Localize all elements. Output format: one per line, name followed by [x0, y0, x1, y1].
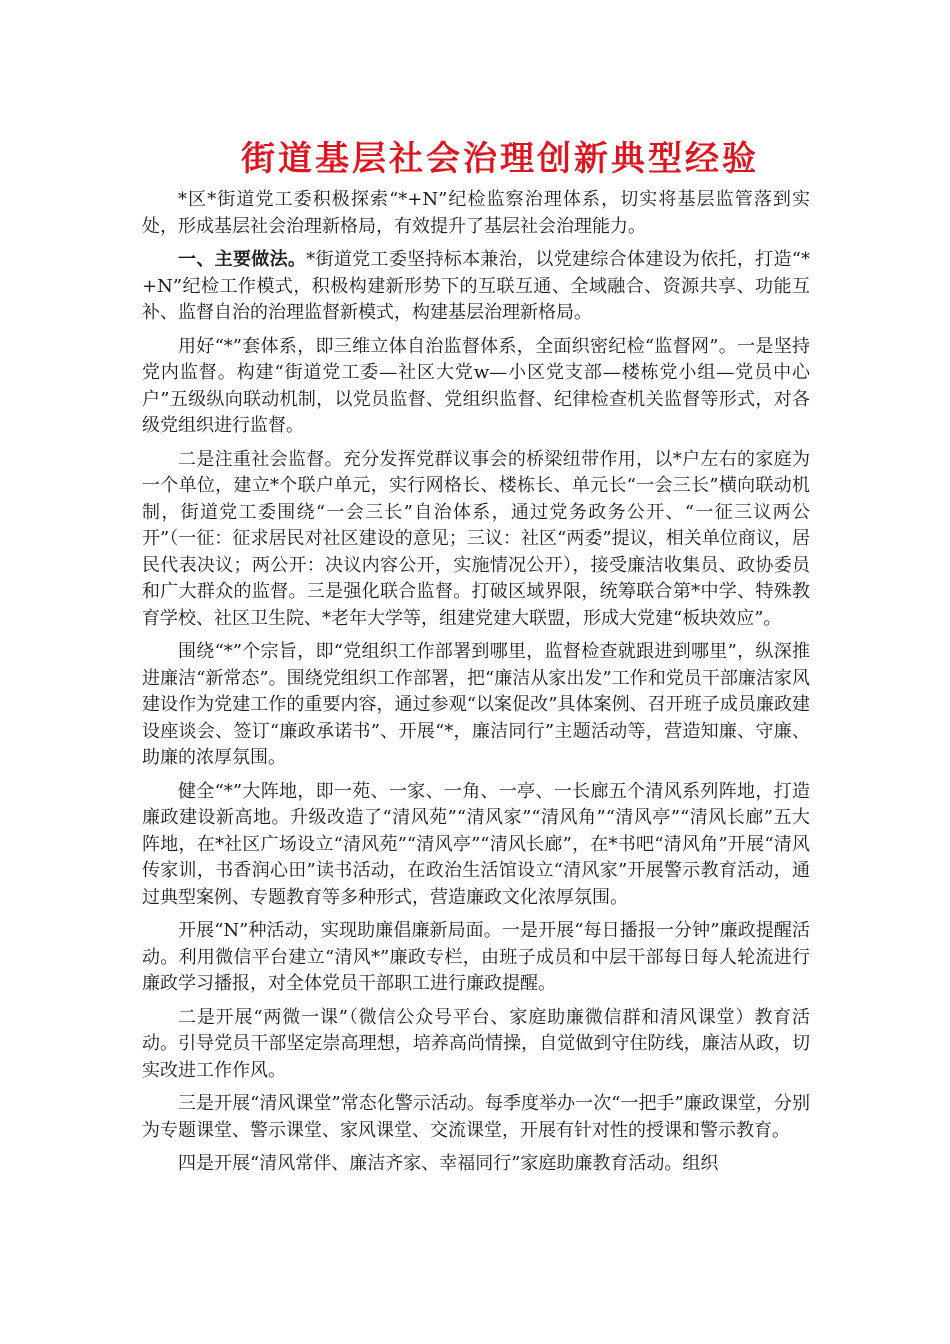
paragraph-10: 四是开展“清风常伴、廉洁齐家、幸福同行”家庭助廉教育活动。组织 [178, 1153, 719, 1174]
paragraph-6: 健全“*”大阵地，即一苑、一家、一角、一亭、一长廊五个清风系列阵地，打造廉政建设新高地。升级改造了“清风苑”“清风家”“清风角”“清风亭”“清风长廊”五大阵地，在*社区广场设立“清风苑”“清风亭”“清风长廊”，在*书吧“清风角”开展“清风传家训，书香润心田”读书活动，在政治生活馆设立“清风家”开展警示教育活动，通过典型案例、专题教育等多种形式，营造廉政文化浓厚氛围。 [142, 780, 810, 908]
paragraph-3: 用好“*”套体系，即三维立体自治监督体系，全面织密纪检“监督网”。一是坚持党内监督。构建“街道党工委—社区大党w—小区党支部—楼栋党小组—党员中心户”五级纵向联动机制，以党员监督、党组织监督、纪律检查机关监督等形式，对各级党组织进行监督。 [142, 335, 810, 436]
document-title: 街道基层社会治理创新典型经验 [241, 139, 759, 179]
section-1-text: *街道党工委坚持标本兼治，以党建综合体建设为依托，打造“*+N”纪检工作模式，积极构建新形势下的互联互通、全域融合、资源共享、功能互补、监督自治的治理监督新模式，构建基层治理新格局。 [142, 249, 811, 323]
section-1-heading: 一、主要做法。 [178, 249, 307, 270]
paragraph-5: 围绕“*”个宗旨，即“党组织工作部署到哪里，监督检查就跟进到哪里”，纵深推进廉洁“新常态”。围绕党组织工作部署，把“廉洁从家出发”工作和党员干部廉洁家风建设作为党建工作的重要内容，通过参观“以案促改”具体案例、召开班子成员廉政建设座谈会、签订“廉政承诺书”、开展“*，廉洁同行”主题活动等，营造知廉、守廉、助廉的浓厚氛围。 [142, 641, 810, 768]
paragraph-9: 三是开展“清风课堂”常态化警示活动。每季度举办一次“一把手”廉政课堂，分别为专题课堂、警示课堂、家风课堂、交流课堂，开展有针对性的授课和警示教育。 [142, 1093, 810, 1141]
paragraph-intro: *区*街道党工委积极探索“*+N”纪检监察治理体系，切实将基层监管落到实处，形成基层社会治理新格局，有效提升了基层社会治理能力。 [142, 189, 810, 237]
paragraph-7: 开展“N”种活动，实现助廉倡廉新局面。一是开展“每日播报一分钟”廉政提醒活动。利用微信平台建立“清风*”廉政专栏，由班子成员和中层干部每日每人轮流进行廉政学习播报，对全体党员干部职工进行廉政提醒。 [142, 920, 810, 994]
paragraph-8: 二是开展“两微一课”（微信公众号平台、家庭助廉微信群和清风课堂）教育活动。引导党员干部坚定崇高理想，培养高尚情操，自觉做到守住防线，廉洁从政，切实改进工作作风。 [142, 1006, 810, 1081]
document-body [142, 187, 810, 1185]
paragraph-4: 二是注重社会监督。充分发挥党群议事会的桥梁纽带作用，以*户左右的家庭为一个单位，建立*个联户单元，实行网格长、楼栋长、单元长“一会三长”横向联动机制，街道党工委围绕“一会三长”自治体系，通过党务政务公开、“一征三议两公开”（一征：征求居民对社区建设的意见；三议：社区“两委”提议，相关单位商议，居民代表决议；两公开：决议内容公开，实施情况公开），接受廉洁收集员、政协委员和广大群众的监督。三是强化联合监督。打破区域界限，统筹联合第*中学、特殊教育学校、社区卫生院、*老年大学等，组建党建大联盟，形成大党建“板块效应”。 [142, 448, 810, 629]
paragraph-section-1 [142, 247, 810, 327]
